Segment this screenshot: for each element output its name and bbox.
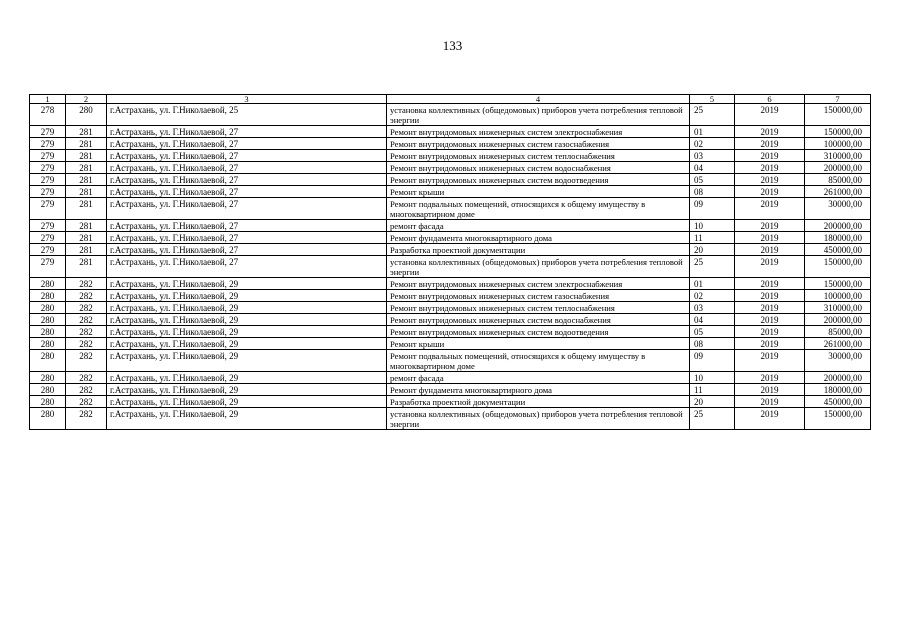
work-type-cell: ремонт фасада [387, 220, 690, 232]
work-code-cell: 11 [690, 384, 735, 396]
cost-cell: 150000,00 [805, 278, 871, 290]
object-number-cell: 282 [66, 372, 107, 384]
row-index-cell: 279 [30, 186, 66, 198]
object-number-cell: 281 [66, 126, 107, 138]
table-row [30, 232, 871, 244]
cost-cell: 200000,00 [805, 220, 871, 232]
year-cell: 2019 [735, 174, 805, 186]
year-cell: 2019 [735, 372, 805, 384]
row-index-cell: 280 [30, 314, 66, 326]
address-cell: г.Астрахань, ул. Г.Николаевой, 29 [107, 290, 387, 302]
work-code-cell: 20 [690, 396, 735, 408]
year-cell: 2019 [735, 326, 805, 338]
object-number-cell: 282 [66, 314, 107, 326]
cost-cell: 150000,00 [805, 408, 871, 430]
object-number-cell: 281 [66, 220, 107, 232]
work-type-cell: Ремонт крыши [387, 338, 690, 350]
work-type-cell: Ремонт внутридомовых инженерных систем водоотведения [387, 174, 690, 186]
work-code-cell: 08 [690, 338, 735, 350]
table-row [30, 104, 871, 126]
year-cell: 2019 [735, 162, 805, 174]
object-number-cell: 282 [66, 290, 107, 302]
address-cell: г.Астрахань, ул. Г.Николаевой, 27 [107, 138, 387, 150]
cost-cell: 85000,00 [805, 326, 871, 338]
page-number: 133 [442, 38, 463, 53]
year-cell: 2019 [735, 150, 805, 162]
work-code-cell: 05 [690, 174, 735, 186]
work-type-cell: Ремонт внутридомовых инженерных систем теплоснабжения [387, 302, 690, 314]
address-cell: г.Астрахань, ул. Г.Николаевой, 27 [107, 244, 387, 256]
work-code-cell: 03 [690, 150, 735, 162]
table-row [30, 256, 871, 278]
cost-cell: 150000,00 [805, 256, 871, 278]
address-cell: г.Астрахань, ул. Г.Николаевой, 29 [107, 278, 387, 290]
object-number-cell: 281 [66, 150, 107, 162]
object-number-cell: 281 [66, 186, 107, 198]
address-cell: г.Астрахань, ул. Г.Николаевой, 25 [107, 104, 387, 126]
table-row [30, 220, 871, 232]
row-index-cell: 279 [30, 244, 66, 256]
work-code-cell: 04 [690, 162, 735, 174]
row-index-cell: 280 [30, 338, 66, 350]
work-code-cell: 25 [690, 104, 735, 126]
row-index-cell: 280 [30, 278, 66, 290]
address-cell: г.Астрахань, ул. Г.Николаевой, 29 [107, 396, 387, 408]
address-cell: г.Астрахань, ул. Г.Николаевой, 29 [107, 384, 387, 396]
row-index-cell: 279 [30, 150, 66, 162]
year-cell: 2019 [735, 396, 805, 408]
table-row [30, 372, 871, 384]
cost-cell: 261000,00 [805, 338, 871, 350]
work-code-cell: 10 [690, 220, 735, 232]
year-cell: 2019 [735, 314, 805, 326]
table-row [30, 150, 871, 162]
cost-cell: 150000,00 [805, 126, 871, 138]
table-row [30, 326, 871, 338]
cost-cell: 180000,00 [805, 384, 871, 396]
object-number-cell: 281 [66, 256, 107, 278]
work-type-cell: Ремонт внутридомовых инженерных систем водоснабжения [387, 314, 690, 326]
work-code-cell: 20 [690, 244, 735, 256]
year-cell: 2019 [735, 256, 805, 278]
work-code-cell: 09 [690, 350, 735, 372]
address-cell: г.Астрахань, ул. Г.Николаевой, 27 [107, 186, 387, 198]
object-number-cell: 280 [66, 104, 107, 126]
object-number-cell: 282 [66, 396, 107, 408]
row-index-cell: 279 [30, 126, 66, 138]
work-code-cell: 11 [690, 232, 735, 244]
table-row [30, 338, 871, 350]
address-cell: г.Астрахань, ул. Г.Николаевой, 29 [107, 326, 387, 338]
year-cell: 2019 [735, 104, 805, 126]
row-index-cell: 280 [30, 372, 66, 384]
address-cell: г.Астрахань, ул. Г.Николаевой, 29 [107, 314, 387, 326]
work-type-cell: Ремонт фундамента многоквартирного дома [387, 232, 690, 244]
table-row [30, 290, 871, 302]
work-type-cell: Ремонт фундамента многоквартирного дома [387, 384, 690, 396]
table-row [30, 350, 871, 372]
work-code-cell: 03 [690, 302, 735, 314]
cost-cell: 310000,00 [805, 302, 871, 314]
row-index-cell: 280 [30, 396, 66, 408]
row-index-cell: 280 [30, 350, 66, 372]
year-cell: 2019 [735, 198, 805, 220]
work-type-cell: установка коллективных (общедомовых) приборов учета потребления тепловой энергии [387, 104, 690, 126]
table-row [30, 198, 871, 220]
year-cell: 2019 [735, 350, 805, 372]
year-cell: 2019 [735, 186, 805, 198]
work-type-cell: Ремонт крыши [387, 186, 690, 198]
column-header-3: 3 [107, 95, 387, 104]
object-number-cell: 282 [66, 302, 107, 314]
table-body [30, 95, 871, 430]
year-cell: 2019 [735, 232, 805, 244]
object-number-cell: 282 [66, 408, 107, 430]
row-index-cell: 280 [30, 384, 66, 396]
address-cell: г.Астрахань, ул. Г.Николаевой, 27 [107, 256, 387, 278]
row-index-cell: 280 [30, 302, 66, 314]
work-type-cell: Ремонт внутридомовых инженерных систем водоснабжения [387, 162, 690, 174]
work-type-cell: установка коллективных (общедомовых) приборов учета потребления тепловой энергии [387, 408, 690, 430]
work-code-cell: 25 [690, 408, 735, 430]
column-header-5: 5 [690, 95, 735, 104]
work-type-cell: Ремонт внутридомовых инженерных систем водоотведения [387, 326, 690, 338]
object-number-cell: 281 [66, 174, 107, 186]
repair-schedule-table [29, 94, 871, 430]
year-cell: 2019 [735, 244, 805, 256]
work-code-cell: 04 [690, 314, 735, 326]
address-cell: г.Астрахань, ул. Г.Николаевой, 27 [107, 126, 387, 138]
row-index-cell: 279 [30, 174, 66, 186]
row-index-cell: 278 [30, 104, 66, 126]
column-header-2: 2 [66, 95, 107, 104]
year-cell: 2019 [735, 408, 805, 430]
work-type-cell: установка коллективных (общедомовых) приборов учета потребления тепловой энергии [387, 256, 690, 278]
object-number-cell: 281 [66, 198, 107, 220]
cost-cell: 450000,00 [805, 244, 871, 256]
work-code-cell: 02 [690, 290, 735, 302]
year-cell: 2019 [735, 138, 805, 150]
table-row [30, 162, 871, 174]
column-header-7: 7 [805, 95, 871, 104]
cost-cell: 200000,00 [805, 314, 871, 326]
cost-cell: 180000,00 [805, 232, 871, 244]
object-number-cell: 281 [66, 232, 107, 244]
address-cell: г.Астрахань, ул. Г.Николаевой, 29 [107, 302, 387, 314]
object-number-cell: 282 [66, 278, 107, 290]
table-row [30, 408, 871, 430]
work-code-cell: 10 [690, 372, 735, 384]
work-type-cell: Ремонт подвальных помещений, относящихся к общему имуществу в многоквартирном доме [387, 350, 690, 372]
work-type-cell: Ремонт внутридомовых инженерных систем газоснабжения [387, 138, 690, 150]
column-header-4: 4 [387, 95, 690, 104]
object-number-cell: 281 [66, 162, 107, 174]
row-index-cell: 280 [30, 326, 66, 338]
table-row [30, 244, 871, 256]
object-number-cell: 282 [66, 350, 107, 372]
cost-cell: 261000,00 [805, 186, 871, 198]
address-cell: г.Астрахань, ул. Г.Николаевой, 29 [107, 338, 387, 350]
address-cell: г.Астрахань, ул. Г.Николаевой, 29 [107, 372, 387, 384]
year-cell: 2019 [735, 338, 805, 350]
cost-cell: 310000,00 [805, 150, 871, 162]
table-row [30, 138, 871, 150]
row-index-cell: 280 [30, 408, 66, 430]
row-index-cell: 279 [30, 162, 66, 174]
object-number-cell: 282 [66, 338, 107, 350]
cost-cell: 450000,00 [805, 396, 871, 408]
row-index-cell: 279 [30, 220, 66, 232]
column-header-1: 1 [30, 95, 66, 104]
work-type-cell: Разработка проектной документации [387, 396, 690, 408]
table-row [30, 314, 871, 326]
row-index-cell: 279 [30, 198, 66, 220]
work-code-cell: 01 [690, 278, 735, 290]
year-cell: 2019 [735, 384, 805, 396]
cost-cell: 30000,00 [805, 198, 871, 220]
work-code-cell: 02 [690, 138, 735, 150]
address-cell: г.Астрахань, ул. Г.Николаевой, 27 [107, 232, 387, 244]
object-number-cell: 282 [66, 384, 107, 396]
address-cell: г.Астрахань, ул. Г.Николаевой, 29 [107, 350, 387, 372]
row-index-cell: 279 [30, 138, 66, 150]
work-code-cell: 08 [690, 186, 735, 198]
work-type-cell: ремонт фасада [387, 372, 690, 384]
work-type-cell: Ремонт внутридомовых инженерных систем электроснабжения [387, 126, 690, 138]
cost-cell: 150000,00 [805, 104, 871, 126]
row-index-cell: 279 [30, 232, 66, 244]
row-index-cell: 279 [30, 256, 66, 278]
table-row [30, 186, 871, 198]
cost-cell: 30000,00 [805, 350, 871, 372]
column-header-6: 6 [735, 95, 805, 104]
work-code-cell: 09 [690, 198, 735, 220]
work-type-cell: Ремонт внутридомовых инженерных систем теплоснабжения [387, 150, 690, 162]
work-code-cell: 25 [690, 256, 735, 278]
year-cell: 2019 [735, 278, 805, 290]
cost-cell: 200000,00 [805, 372, 871, 384]
year-cell: 2019 [735, 220, 805, 232]
work-type-cell: Ремонт внутридомовых инженерных систем электроснабжения [387, 278, 690, 290]
table-row [30, 174, 871, 186]
year-cell: 2019 [735, 290, 805, 302]
object-number-cell: 281 [66, 244, 107, 256]
year-cell: 2019 [735, 302, 805, 314]
address-cell: г.Астрахань, ул. Г.Николаевой, 29 [107, 408, 387, 430]
work-code-cell: 05 [690, 326, 735, 338]
work-type-cell: Разработка проектной документации [387, 244, 690, 256]
table-row [30, 126, 871, 138]
object-number-cell: 281 [66, 138, 107, 150]
cost-cell: 100000,00 [805, 138, 871, 150]
cost-cell: 85000,00 [805, 174, 871, 186]
address-cell: г.Астрахань, ул. Г.Николаевой, 27 [107, 220, 387, 232]
work-type-cell: Ремонт подвальных помещений, относящихся к общему имуществу в многоквартирном доме [387, 198, 690, 220]
table-row [30, 278, 871, 290]
year-cell: 2019 [735, 126, 805, 138]
address-cell: г.Астрахань, ул. Г.Николаевой, 27 [107, 162, 387, 174]
cost-cell: 200000,00 [805, 162, 871, 174]
work-code-cell: 01 [690, 126, 735, 138]
table-row [30, 302, 871, 314]
address-cell: г.Астрахань, ул. Г.Николаевой, 27 [107, 174, 387, 186]
object-number-cell: 282 [66, 326, 107, 338]
row-index-cell: 280 [30, 290, 66, 302]
table-row [30, 384, 871, 396]
cost-cell: 100000,00 [805, 290, 871, 302]
column-number-row [30, 95, 871, 104]
work-type-cell: Ремонт внутридомовых инженерных систем газоснабжения [387, 290, 690, 302]
table-row [30, 396, 871, 408]
address-cell: г.Астрахань, ул. Г.Николаевой, 27 [107, 150, 387, 162]
address-cell: г.Астрахань, ул. Г.Николаевой, 27 [107, 198, 387, 220]
